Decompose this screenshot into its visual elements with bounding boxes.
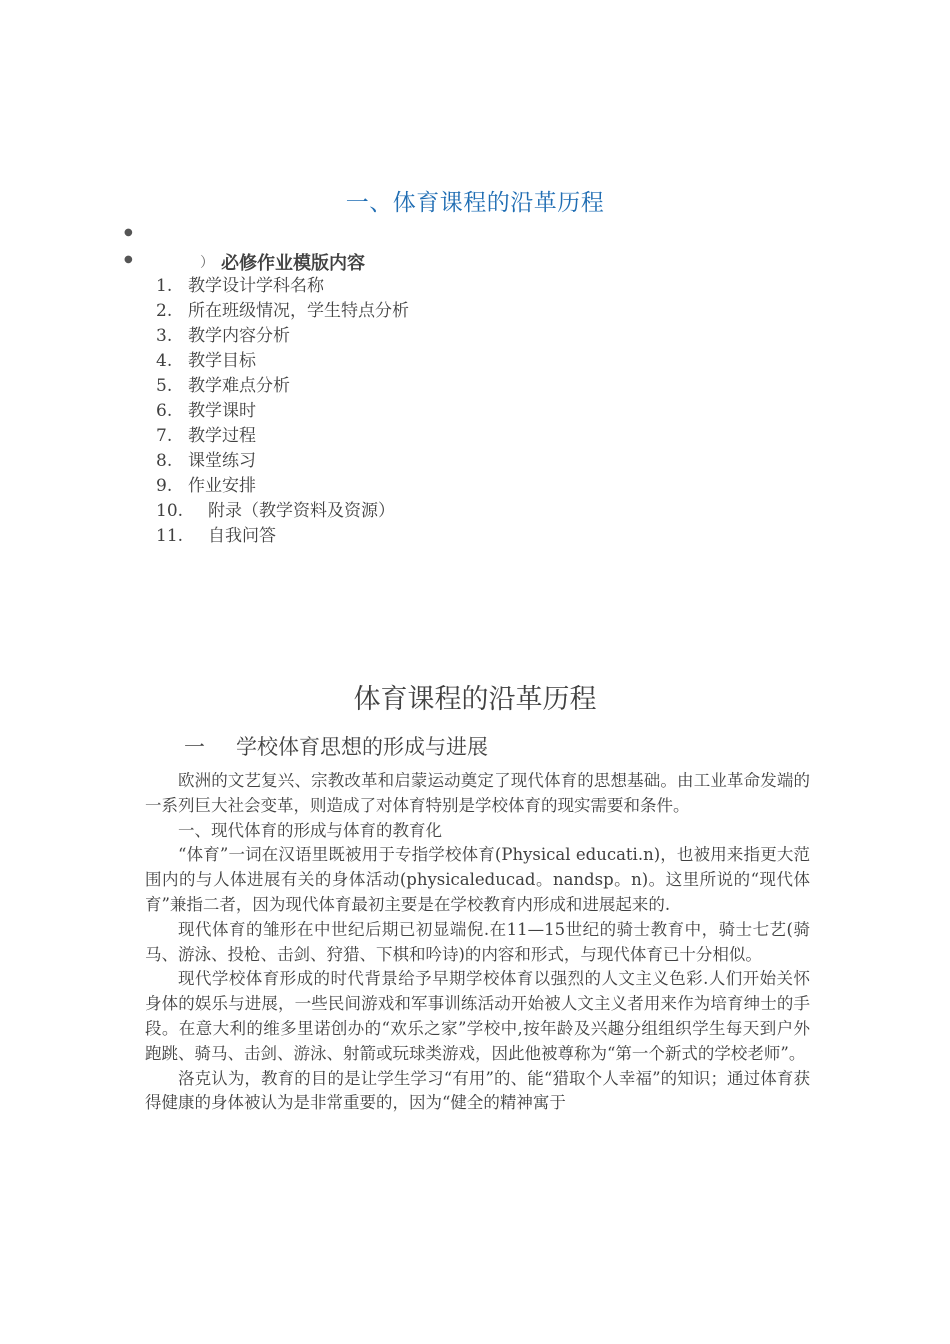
list-item: 1. 教学设计学科名称 bbox=[156, 276, 324, 296]
article-body bbox=[145, 769, 810, 1116]
page-title: 一、体育课程的沿革历程 bbox=[345, 190, 605, 216]
paragraph: 欧洲的文艺复兴、宗教改革和启蒙运动奠定了现代体育的思想基础。由工业革命发端的一系列巨大社会变革，则造成了对体育特别是学校体育的现实需要和条件。 bbox=[145, 771, 810, 815]
bullet-marker: ● bbox=[124, 227, 133, 238]
list-item: 8. 课堂练习 bbox=[156, 451, 256, 471]
list-item: 3. 教学内容分析 bbox=[156, 326, 290, 346]
list-item: 6. 教学课时 bbox=[156, 401, 256, 421]
list-item: 4. 教学目标 bbox=[156, 351, 256, 371]
bullet-marker: ● bbox=[124, 254, 133, 265]
closing-paren: ） bbox=[200, 255, 214, 271]
list-item: 7. 教学过程 bbox=[156, 426, 256, 446]
section-title: 学校体育思想的形成与进展 bbox=[236, 735, 488, 759]
paragraph: 洛克认为，教育的目的是让学生学习“有用”的、能“猎取个人幸福”的知识；通过体育获得健康的身体被认为是非常重要的，因为“健全的精神寓于 bbox=[145, 1068, 810, 1113]
section-number: 一 bbox=[184, 735, 205, 759]
list-item: 2. 所在班级情况，学生特点分析 bbox=[156, 301, 409, 321]
subheading: 一、现代体育的形成与体育的教育化 bbox=[178, 820, 442, 840]
template-item-list bbox=[156, 274, 409, 549]
paragraph: 现代学校体育形成的时代背景给予早期学校体育以强烈的人文主义色彩.人们开始关怀身体的娱乐与进展，一些民间游戏和军事训练活动开始被人文主义者用来作为培育绅士的手段。在意大利的维多里诺创办的“欢乐之家”学校中,按年龄及兴趣分组组织学生每天到户外跑跳、骑马、击剑、游泳、射箭或玩球类游戏，因此他被尊称为“第一个新式的学校老师”。 bbox=[145, 969, 810, 1063]
paragraph: “体育”一词在汉语里既被用于专指学校体育(Physical educati.n)，也被用来指更大范围内的与人体进展有关的身体活动(physicaleducad。nandsp。n)。这里所说的“现代体育”兼指二者，因为现代体育最初主要是在学校教育内形成和进展起来的. bbox=[145, 845, 810, 914]
paragraph: 现代体育的雏形在中世纪后期已初显端倪.在11—15世纪的骑士教育中，骑士七艺(骑马、游泳、投枪、击剑、狩猎、下棋和吟诗)的内容和形式，与现代体育已十分相似。 bbox=[145, 919, 810, 964]
list-item: 9. 作业安排 bbox=[156, 476, 256, 496]
article-title: 体育课程的沿革历程 bbox=[353, 684, 597, 715]
template-heading: 必修作业模版内容 bbox=[221, 253, 365, 274]
list-item: 11. 自我问答 bbox=[156, 526, 276, 546]
list-item: 10. 附录（教学资料及资源） bbox=[156, 501, 395, 521]
list-item: 5. 教学难点分析 bbox=[156, 376, 290, 396]
section-heading bbox=[184, 731, 488, 761]
